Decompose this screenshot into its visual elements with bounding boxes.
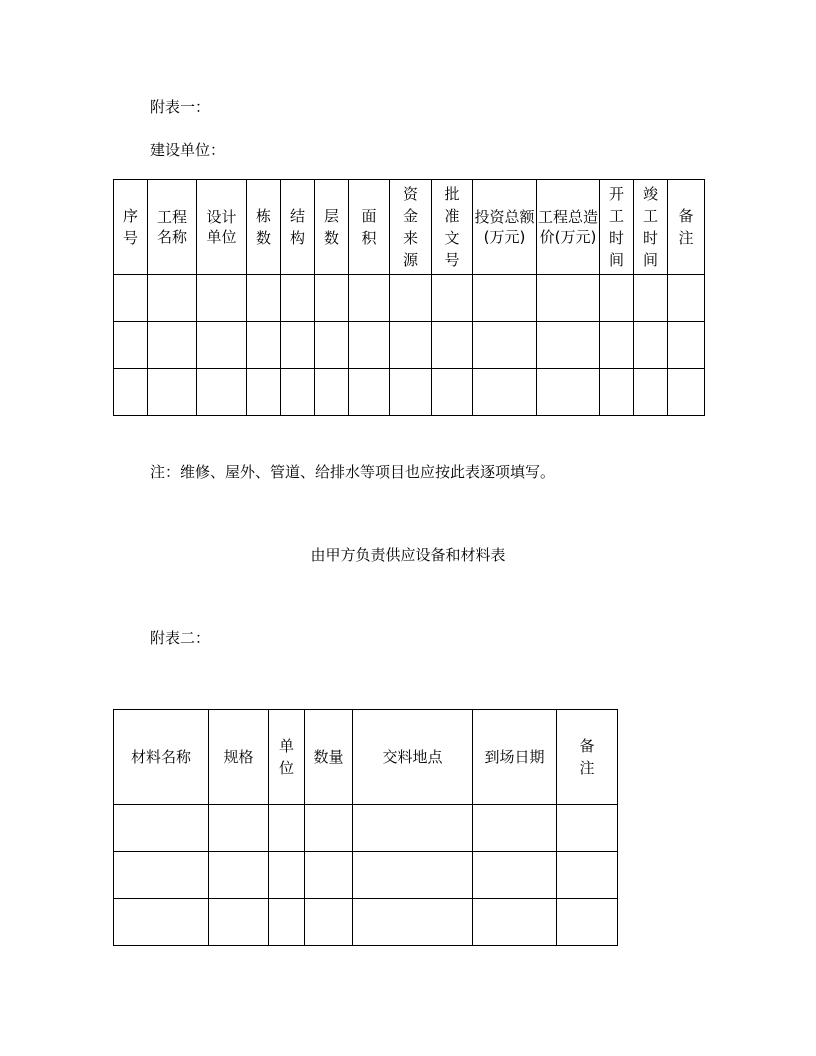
header-cell-quantity: 数量	[305, 710, 353, 805]
header-cell-completion-time: 竣工时间	[634, 180, 668, 275]
table-row	[114, 322, 705, 369]
header-cell-material-name: 材料名称	[114, 710, 209, 805]
table-row	[114, 275, 705, 322]
table-row	[114, 899, 618, 946]
header-cell-total-cost: 工程总造价(万元)	[537, 180, 600, 275]
header-cell-remarks-2: 备注	[557, 710, 618, 805]
header-cell-unit: 单位	[269, 710, 305, 805]
header-cell-spec: 规格	[209, 710, 269, 805]
appendix1-label: 附表一：	[150, 98, 211, 116]
header-cell-total-investment: 投资总额(万元)	[473, 180, 537, 275]
header-cell-serial: 序号	[114, 180, 148, 275]
header-cell-approval-number: 批准文号	[432, 180, 473, 275]
section-title: 由甲方负责供应设备和材料表	[310, 546, 506, 564]
header-cell-area: 面积	[349, 180, 390, 275]
header-cell-project-name: 工程名称	[148, 180, 197, 275]
table-row	[114, 369, 705, 416]
table-row	[114, 805, 618, 852]
header-cell-start-time: 开工时间	[600, 180, 634, 275]
header-cell-delivery-location: 交料地点	[353, 710, 473, 805]
header-cell-floors: 层数	[315, 180, 349, 275]
table-row	[114, 852, 618, 899]
header-cell-arrival-date: 到场日期	[473, 710, 557, 805]
header-cell-design-unit: 设计单位	[197, 180, 247, 275]
appendix2-label: 附表二：	[150, 629, 211, 647]
header-cell-remarks: 备注	[668, 180, 705, 275]
materials-table	[113, 709, 618, 946]
header-cell-structure: 结构	[281, 180, 315, 275]
construction-unit-label: 建设单位：	[150, 141, 226, 159]
note-text: 注：维修、屋外、管道、给排水等项目也应按此表逐项填写。	[150, 463, 556, 481]
project-table	[113, 179, 705, 416]
header-cell-fund-source: 资金来源	[390, 180, 432, 275]
header-cell-building-count: 栋数	[247, 180, 281, 275]
